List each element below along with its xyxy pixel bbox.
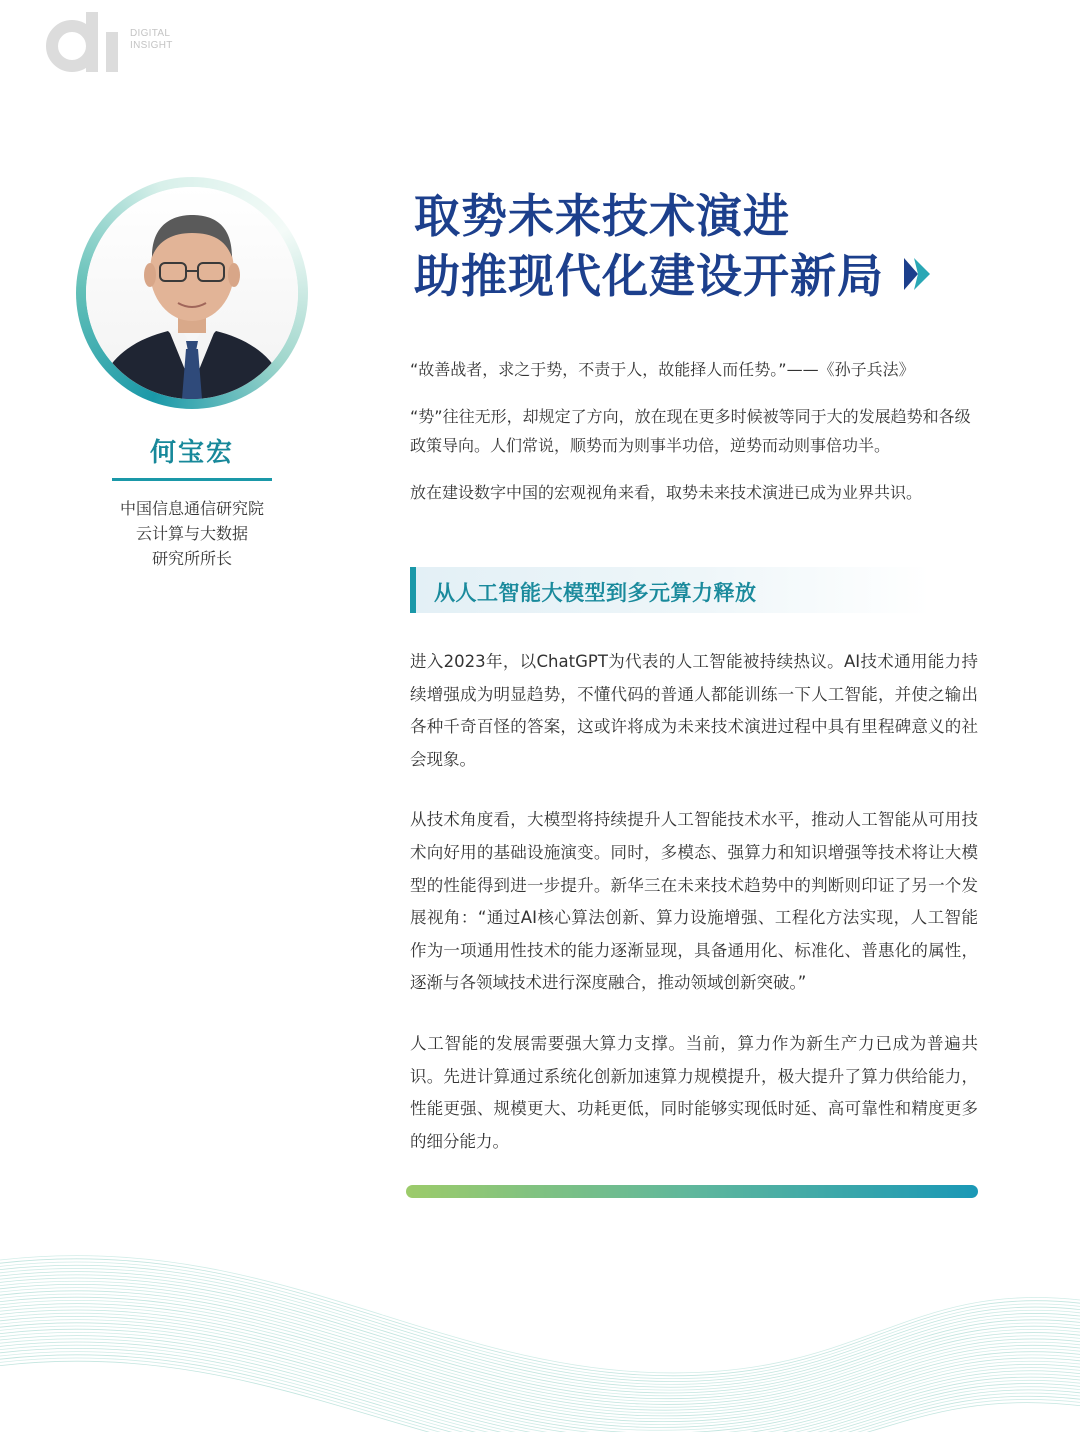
double-chevron-right-icon — [902, 256, 932, 292]
wave-line — [0, 1268, 1080, 1384]
title-line-1: 取势未来技术演进 — [414, 189, 790, 243]
article-title — [414, 186, 884, 306]
author-portrait — [86, 187, 298, 399]
wave-line — [0, 1265, 1080, 1381]
wave-line — [0, 1339, 1080, 1432]
wave-line — [0, 1256, 1080, 1373]
body-paragraph: 从技术角度看，大模型将持续提升人工智能技术水平，推动人工智能从可用技术向好用的基础设施演变。同时，多模态、强算力和知识增强等技术将让大模型的性能得到进一步提升。新华三在未来技术趋势中的判断则印证了另一个发展视角：“通过AI核心算法创新、算力设施增强、工程化方法实现，人工智能作为一项通用性技术的能力逐渐显现，具备通用化、标准化、普惠化的属性，逐渐与各领域技术进行深度融合，推动领域创新突破。” — [410, 810, 978, 993]
section-heading — [410, 567, 930, 613]
body-paragraph: 人工智能的发展需要强大算力支撑。当前，算力作为新生产力已成为普遍共识。先进计算通过系统化创新加速算力规模提升，极大提升了算力供给能力，性能更强、规模更大、功耗更低，同时能够实现低时延、高可靠性和精度更多的细分能力。 — [410, 1033, 978, 1151]
author-org-line: 中国信息通信研究院 — [119, 499, 264, 518]
author-org-line: 研究所所长 — [151, 549, 232, 568]
author-org-line: 云计算与大数据 — [135, 524, 248, 543]
section-heading-text: 从人工智能大模型到多元算力释放 — [434, 581, 757, 605]
intro-paragraph: “势”往往无形，却规定了方向，放在现在更多时候被等同于大的发展趋势和各级政策导向。人们常说，顺势而为则事半功倍，逆势而动则事倍功半。 — [410, 407, 971, 455]
article-body — [410, 646, 978, 1186]
bottom-gradient-bar — [406, 1185, 978, 1198]
wave-line — [0, 1262, 1080, 1379]
brand-logo — [42, 10, 182, 76]
title-line-2: 助推现代化建设开新局 — [414, 249, 884, 303]
body-paragraph: 进入2023年，以ChatGPT为代表的人工智能被持续热议。AI技术通用能力持续增强成为明显趋势，不懂代码的普通人都能训练一下人工智能，并使之输出各种千奇百怪的答案，这或许将成为未来技术演进过程中具有里程碑意义的社会现象。 — [410, 652, 978, 769]
author-name: 何宝宏 — [149, 438, 234, 468]
logo-line-2: INSIGHT — [130, 40, 173, 51]
intro-quote: “故善战者，求之于势，不责于人，故能择人而任势。”——《孙子兵法》 — [410, 360, 915, 379]
decorative-waves — [0, 1240, 1080, 1432]
author-affiliation — [90, 496, 294, 571]
intro-text — [410, 355, 980, 525]
brand-logo-mark — [42, 10, 122, 76]
intro-paragraph: 放在建设数字中国的宏观视角来看，取势未来技术演进已成为业界共识。 — [410, 483, 923, 502]
author-divider — [112, 478, 272, 481]
logo-line-1: DIGITAL — [130, 28, 171, 39]
